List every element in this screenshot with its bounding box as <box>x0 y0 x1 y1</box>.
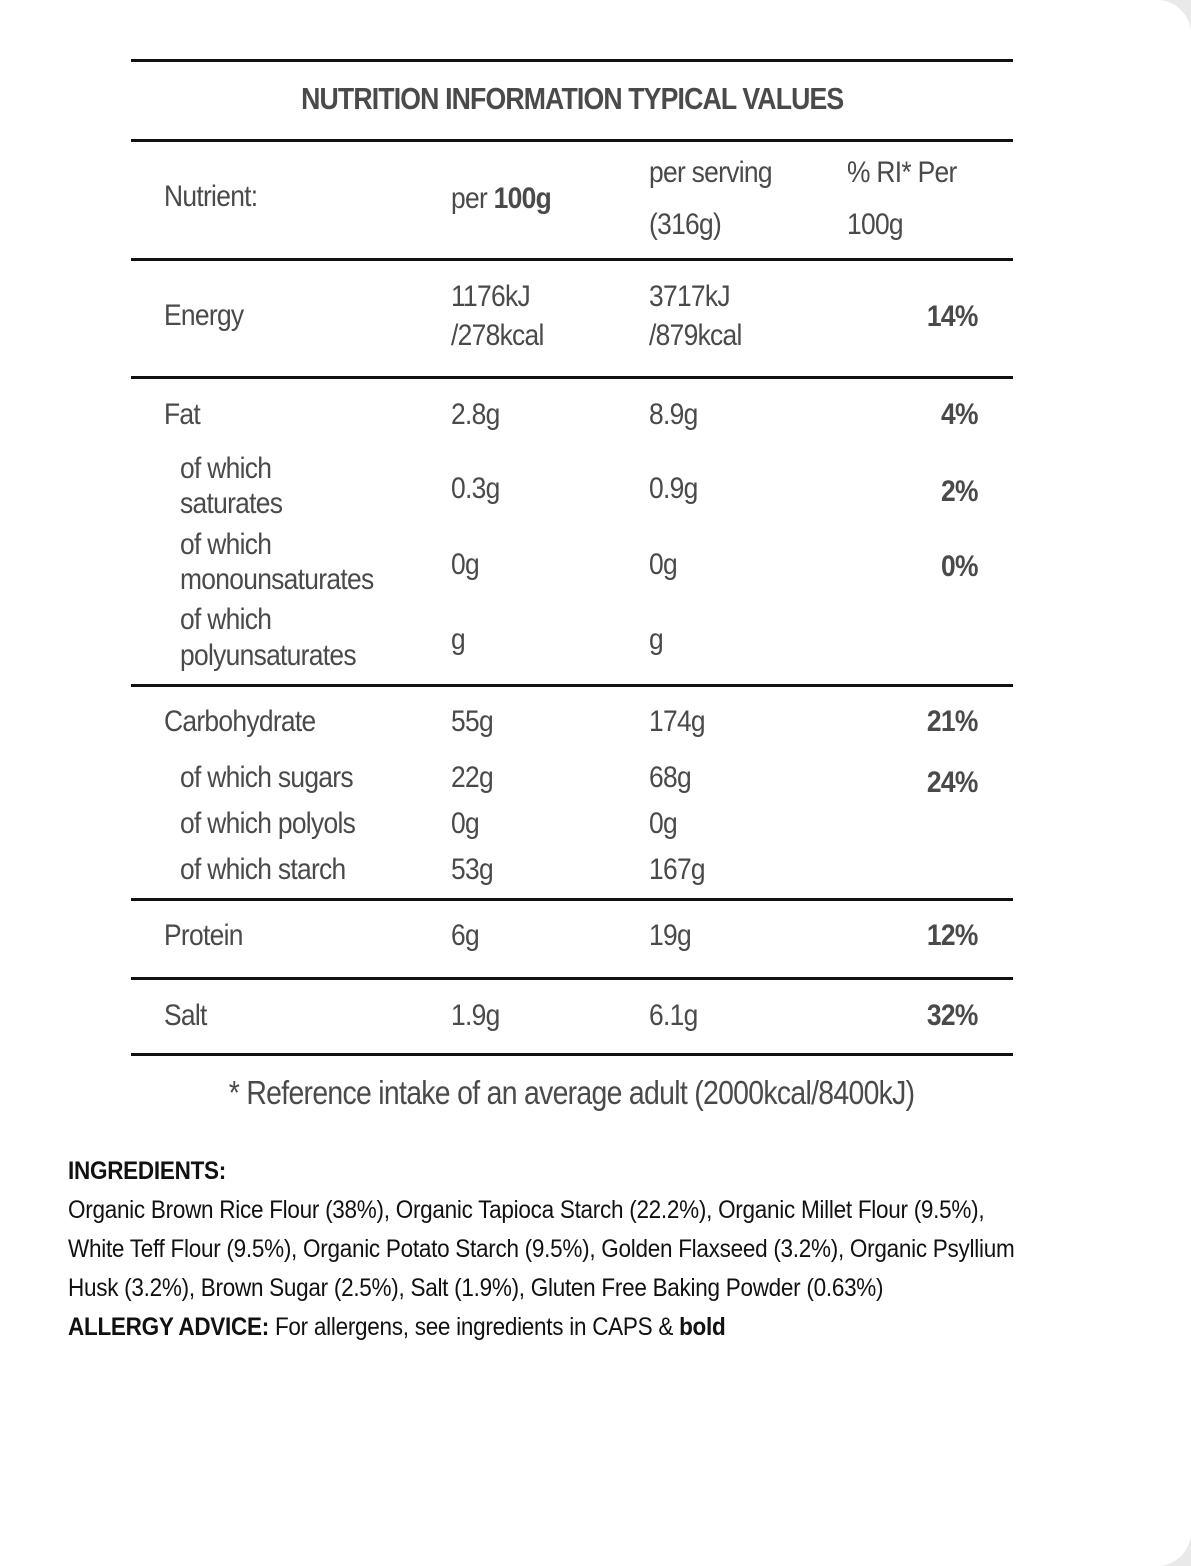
sugars-per100: 22g <box>451 761 493 794</box>
starch-per100: 53g <box>451 853 493 886</box>
saturates-label-line1: of which <box>180 452 272 485</box>
carbohydrate-label: Carbohydrate <box>164 705 316 738</box>
ingredients-heading: INGREDIENTS: <box>68 1157 227 1185</box>
table-bottom-rule <box>131 1053 1013 1056</box>
mono-label-line2: monounsaturates <box>180 563 374 596</box>
header-per-100g: per 100g <box>451 182 552 215</box>
saturates-label-line2: saturates <box>180 487 283 520</box>
salt-serving: 6.1g <box>649 999 698 1032</box>
starch-label: of which starch <box>180 853 346 886</box>
allergy-bold-word: bold <box>679 1313 726 1341</box>
energy-serving-kcal: /879kcal <box>649 319 742 352</box>
ingredients-line-1: Organic Brown Rice Flour (38%), Organic Tapioca Starch (22.2%), Organic Millet Flour (9.5%), <box>68 1196 985 1224</box>
polyols-serving: 0g <box>649 807 677 840</box>
energy-divider <box>131 376 1013 379</box>
reference-intake-footnote: * Reference intake of an average adult (2000kcal/8400kJ) <box>229 1074 915 1111</box>
saturates-ri: 2% <box>941 475 978 508</box>
protein-per100: 6g <box>451 919 479 952</box>
sugars-ri: 24% <box>927 766 978 799</box>
salt-ri: 32% <box>927 999 978 1032</box>
protein-label: Protein <box>164 919 243 952</box>
ingredients-section <box>68 1152 1158 1347</box>
title-divider <box>131 139 1013 142</box>
table-title: NUTRITION INFORMATION TYPICAL VALUES <box>300 81 844 116</box>
header-serving-size: (316g) <box>649 208 722 241</box>
fat-ri: 4% <box>941 398 978 431</box>
header-ri-unit: 100g <box>847 208 903 241</box>
carbohydrate-serving: 174g <box>649 705 705 738</box>
polyols-per100: 0g <box>451 807 479 840</box>
poly-serving: g <box>649 623 663 656</box>
mono-serving: 0g <box>649 548 677 581</box>
carbohydrate-ri: 21% <box>927 705 978 738</box>
allergy-heading: ALLERGY ADVICE: <box>68 1313 269 1341</box>
allergy-text: For allergens, see ingredients in CAPS & <box>268 1313 680 1341</box>
salt-label: Salt <box>164 999 207 1032</box>
carbohydrate-per100: 55g <box>451 705 493 738</box>
fat-per100: 2.8g <box>451 398 500 431</box>
energy-serving-kj: 3717kJ <box>649 280 730 313</box>
energy-per100-kj: 1176kJ <box>451 280 530 313</box>
energy-ri: 14% <box>927 300 978 333</box>
protein-ri: 12% <box>927 919 978 952</box>
protein-serving: 19g <box>649 919 691 952</box>
header-ri: % RI* Per <box>847 156 957 189</box>
mono-per100: 0g <box>451 548 479 581</box>
mono-label-line1: of which <box>180 528 272 561</box>
carb-divider <box>131 898 1013 901</box>
energy-label: Energy <box>164 299 244 332</box>
poly-per100: g <box>451 623 465 656</box>
energy-per100-kcal: /278kcal <box>451 319 544 352</box>
header-per-serving: per serving <box>649 156 772 189</box>
fat-label: Fat <box>164 398 201 431</box>
table-top-rule <box>131 59 1013 62</box>
poly-label-line2: polyunsaturates <box>180 639 356 672</box>
protein-divider <box>131 977 1013 980</box>
saturates-per100: 0.3g <box>451 472 500 505</box>
header-nutrient: Nutrient: <box>164 180 258 213</box>
header-divider <box>131 258 1013 261</box>
fat-serving: 8.9g <box>649 398 698 431</box>
sugars-label: of which sugars <box>180 761 353 794</box>
sugars-serving: 68g <box>649 761 691 794</box>
starch-serving: 167g <box>649 853 705 886</box>
polyols-label: of which polyols <box>180 807 356 840</box>
mono-ri: 0% <box>941 550 978 583</box>
ingredients-line-2: White Teff Flour (9.5%), Organic Potato Starch (9.5%), Golden Flaxseed (3.2%), Organic Psyllium <box>68 1235 1015 1263</box>
fat-divider <box>131 684 1013 687</box>
allergy-advice <box>68 1308 1049 1347</box>
ingredients-line-3: Husk (3.2%), Brown Sugar (2.5%), Salt (1.9%), Gluten Free Baking Powder (0.63%) <box>68 1274 884 1302</box>
saturates-serving: 0.9g <box>649 472 698 505</box>
salt-per100: 1.9g <box>451 999 500 1032</box>
poly-label-line1: of which <box>180 603 272 636</box>
